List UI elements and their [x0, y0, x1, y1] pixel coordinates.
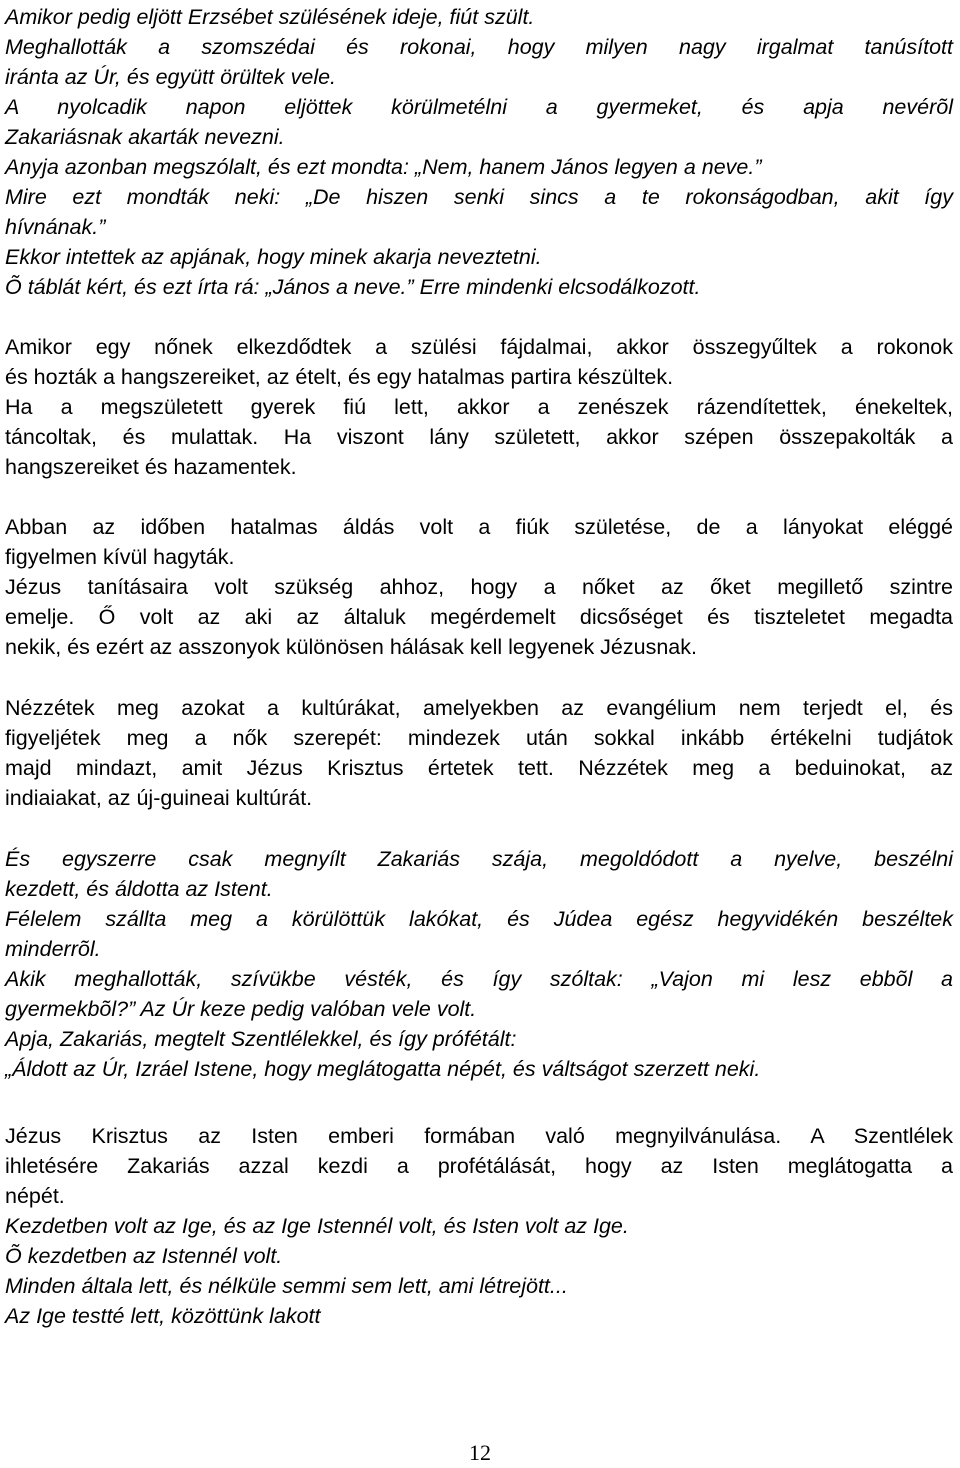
text-line: iránta az Úr, és együtt örültek vele. — [5, 65, 337, 89]
text-line: Amikor egy nőnek elkezdődtek a szülési fájdalmai, akkor összegyűltek a rokonok — [5, 335, 953, 359]
text-line: Ha a megszületett gyerek fiú lett, akkor a zenészek rázendítettek, énekeltek, — [5, 395, 953, 419]
scripture-paragraph-the-word — [5, 1211, 953, 1331]
text-line: Ekkor intettek az apjának, hogy minek akarja neveztetni. — [5, 245, 542, 269]
text-line: Az Ige testté lett, közöttünk lakott — [5, 1304, 321, 1328]
commentary-paragraph-birth-customs — [5, 332, 953, 482]
page-number: 12 — [469, 1440, 491, 1465]
text-line: nekik, és ezért az asszonyok különösen hálásak kell legyenek Jézusnak. — [5, 635, 697, 659]
text-line: Apja, Zakariás, megtelt Szentlélekkel, és így prófétált: — [5, 1027, 517, 1051]
text-line: hangszereiket és hazamentek. — [5, 455, 297, 479]
text-line: A nyolcadik napon eljöttek körülmetélni a gyermeket, és apja nevérõl — [5, 95, 953, 119]
text-line: kezdett, és áldotta az Istent. — [5, 877, 273, 901]
text-line: Kezdetben volt az Ige, és az Ige Istennél volt, és Isten volt az Ige. — [5, 1214, 629, 1238]
text-line: indiaiakat, az új-guineai kultúrát. — [5, 786, 313, 810]
text-line: Zakariásnak akarták nevezni. — [5, 125, 285, 149]
text-line: Õ táblát kért, és ezt írta rá: „János a neve.” Erre mindenki elcsodálkozott. — [5, 275, 701, 299]
text-line: Abban az időben hatalmas áldás volt a fiúk születése, de a lányokat eléggé — [5, 515, 953, 539]
text-line: figyelmen kívül hagyták. — [5, 545, 235, 569]
text-line: És egyszerre csak megnyílt Zakariás szája, megoldódott a nyelve, beszélni — [5, 847, 953, 871]
text-line: Anyja azonban megszólalt, és ezt mondta: „Nem, hanem János legyen a neve.” — [5, 155, 762, 179]
text-line: Amikor pedig eljött Erzsébet szülésének ideje, fiút szült. — [5, 5, 535, 29]
text-line: Õ kezdetben az Istennél volt. — [5, 1244, 283, 1268]
text-line: „Áldott az Úr, Izráel Istene, hogy meglátogatta népét, és váltságot szerzett neki. — [5, 1057, 761, 1081]
text-line: és hozták a hangszereiket, az ételt, és egy hatalmas partira készültek. — [5, 365, 674, 389]
commentary-paragraph-blessing-of-sons — [5, 512, 953, 662]
text-line: Mire ezt mondták neki: „De hiszen senki sincs a te rokonságodban, akit így — [5, 185, 953, 209]
text-line: Félelem szállta meg a körülöttük lakókat, és Júdea egész hegyvidékén beszéltek — [5, 907, 953, 931]
scripture-paragraph-zechariah-speaks — [5, 844, 953, 1084]
scripture-paragraph-birth-of-john — [5, 2, 953, 302]
text-line: Minden általa lett, és nélküle semmi sem lett, ami létrejött... — [5, 1274, 568, 1298]
text-line: figyeljétek meg a nők szerepét: mindezek után sokkal inkább értékelni tudjátok — [5, 726, 953, 750]
text-line: Akik meghallották, szívükbe vésték, és így szóltak: „Vajon mi lesz ebbõl a — [5, 967, 953, 991]
text-line: gyermekbõl?” Az Úr keze pedig valóban vele volt. — [5, 997, 477, 1021]
text-line: Nézzétek meg azokat a kultúrákat, amelyekben az evangélium nem terjedt el, és — [5, 696, 953, 720]
text-line: Jézus Krisztus az Isten emberi formában való megnyilvánulása. A Szentlélek — [5, 1124, 953, 1148]
text-line: táncoltak, és mulattak. Ha viszont lány született, akkor szépen összepakolták a — [5, 425, 953, 449]
text-line: minderrõl. — [5, 937, 101, 961]
text-line: Jézus tanításaira volt szükség ahhoz, hogy a nőket az őket megillető szintre — [5, 575, 953, 599]
text-line: emelje. Ő volt az aki az általuk megérdemelt dicsőséget és tiszteletet megadta — [5, 605, 953, 629]
text-line: ihletésére Zakariás azzal kezdi a profétálását, hogy az Isten meglátogatta a — [5, 1154, 953, 1178]
commentary-paragraph-other-cultures — [5, 693, 953, 813]
text-line: hívnának.” — [5, 215, 106, 239]
text-line: majd mindazt, amit Jézus Krisztus értetek tett. Nézzétek meg a beduinokat, az — [5, 756, 953, 780]
commentary-paragraph-incarnation — [5, 1121, 953, 1211]
text-line: népét. — [5, 1184, 65, 1208]
text-line: Meghallották a szomszédai és rokonai, hogy milyen nagy irgalmat tanúsított — [5, 35, 953, 59]
